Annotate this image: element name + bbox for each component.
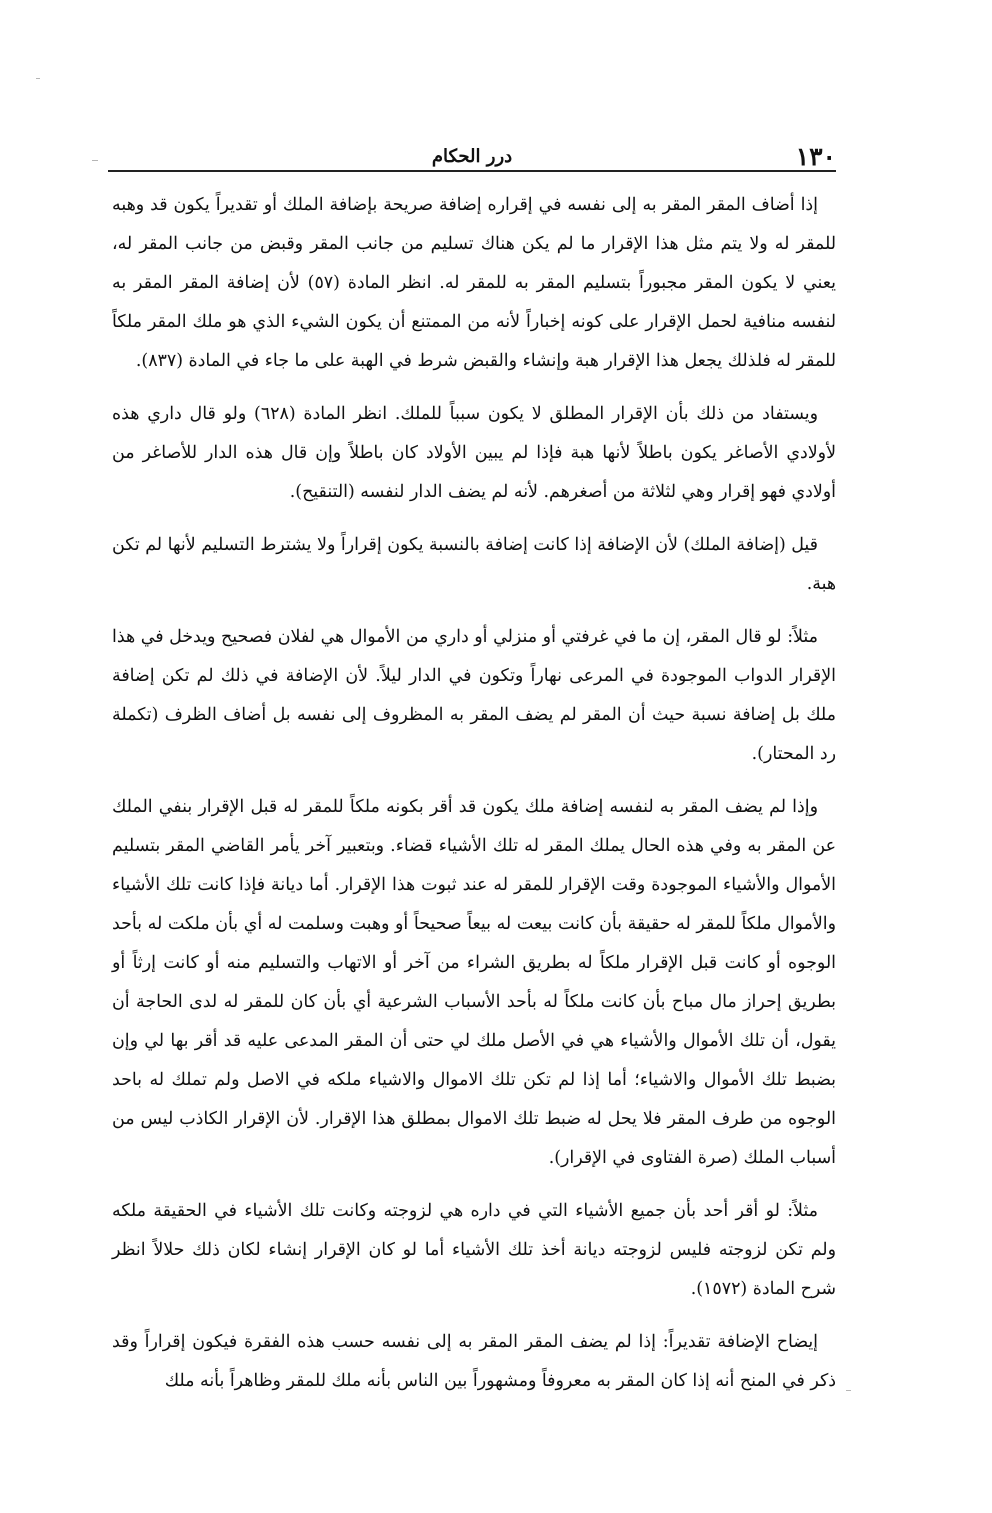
body-text (112, 186, 836, 1415)
scan-speck (36, 78, 40, 79)
paragraph-5: وإذا لم يضف المقر به لنفسه إضافة ملك يكون قد أقر بكونه ملكاً للمقر له قبل الإقرار بنفي الملك عن المقر به وفي هذه الحال يملك المقر له تلك الأشياء قضاء. وبتعبير آخر يأمر القاضي المقر بتسليم الأموال والأشياء الموجودة وقت الإقرار للمقر له عند ثبوت هذا الإقرار. أما ديانة فإذا كانت تلك الأشياء والأموال ملكاً للمقر له حقيقة بأن كانت بيعت له بيعاً صحيحاً أو وهبت وسلمت له أي بأن ملكت له بأحد الوجوه أو كانت قبل الإقرار ملكاً له بطريق الشراء من آخر أو الاتهاب والتسليم منه أو كانت إرثاً أو بطريق إحراز مال مباح بأن كانت ملكاً له بأحد الأسباب الشرعية أي بأن كان للمقر له لدى الحاجة أن يقول، أن تلك الأموال والأشياء هي في الأصل ملك لي حتى أن المقر المدعى عليه قد أقر بها لي وإن بضبط تلك الأموال والاشياء؛ أما إذا لم تكن تلك الاموال والاشياء ملكه في الاصل ولم تملك له باحد الوجوه من طرف المقر فلا يحل له ضبط تلك الاموال بمطلق هذا الإقرار. لأن الإقرار الكاذب ليس من أسباب الملك (صرة الفتاوى في الإقرار). (112, 797, 836, 1168)
header-divider (108, 170, 836, 172)
paragraph-1: إذا أضاف المقر المقر به إلى نفسه في إقراره إضافة صريحة بإضافة الملك أو تقديراً يكون قد وهبه للمقر له ولا يتم مثل هذا الإقرار ما لم يكن هناك تسليم من جانب المقر وقبض من جانب المقر له، يعني لا يكون المقر مجبوراً بتسليم المقر به للمقر له. انظر المادة (٥٧) لأن إضافة المقر المقر به لنفسه منافية لحمل الإقرار على كونه إخباراً لأنه من الممتنع أن يكون الشيء الذي هو ملك المقر ملكاً للمقر له فلذلك يجعل هذا الإقرار هبة وإنشاء والقبض شرط في الهبة على ما جاء في المادة (٨٣٧). (112, 195, 836, 371)
page-number: ١٣٠ (795, 142, 836, 171)
running-title: درر الحكام (431, 146, 513, 167)
paragraph-4: مثلاً: لو قال المقر، إن ما في غرفتي أو منزلي أو داري من الأموال هي لفلان فصحيح ويدخل في هذا الإقرار الدواب الموجودة في المرعى نهاراً وتكون في الدار ليلاً. لأن الإضافة في ذلك لم تكن إضافة ملك بل إضافة نسبة حيث أن المقر لم يضف المقر به المظروف إلى نفسه بل أضاف الظرف (تكملة رد المحتار). (112, 627, 836, 764)
scan-speck (846, 1390, 851, 1391)
paragraph-7: إيضاح الإضافة تقديراً: إذا لم يضف المقر المقر به إلى نفسه حسب هذه الفقرة فيكون إقراراً وقد ذكر في المنح أنه إذا كان المقر به معروفاً ومشهوراً بين الناس بأنه ملك للمقر وظاهراً بأنه ملك (112, 1332, 836, 1391)
paragraph-6: مثلاً: لو أقر أحد بأن جميع الأشياء التي في داره هي لزوجته وكانت تلك الأشياء في الحقيقة ملكه ولم تكن لزوجته فليس لزوجته ديانة أخذ تلك الأشياء أما لو كان الإقرار إنشاء لكان ذلك حلالاً انظر شرح المادة (١٥٧٢). (112, 1201, 836, 1299)
paragraph-2: ويستفاد من ذلك بأن الإقرار المطلق لا يكون سبباً للملك. انظر المادة (٦٢٨) ولو قال داري هذه لأولادي الأصاغر يكون باطلاً لأنها هبة فإذا لم يبين الأولاد كان باطلاً وإن قال هذه الدار للأصاغر من أولادي فهو إقرار وهي لثلاثة من أصغرهم. لأنه لم يضف الدار لنفسه (التنقيح). (112, 404, 836, 502)
paragraph-3: قيل (إضافة الملك) لأن الإضافة إذا كانت إضافة بالنسبة يكون إقراراً ولا يشترط التسليم لأنها لم تكن هبة. (112, 535, 836, 594)
scan-speck (92, 160, 98, 161)
